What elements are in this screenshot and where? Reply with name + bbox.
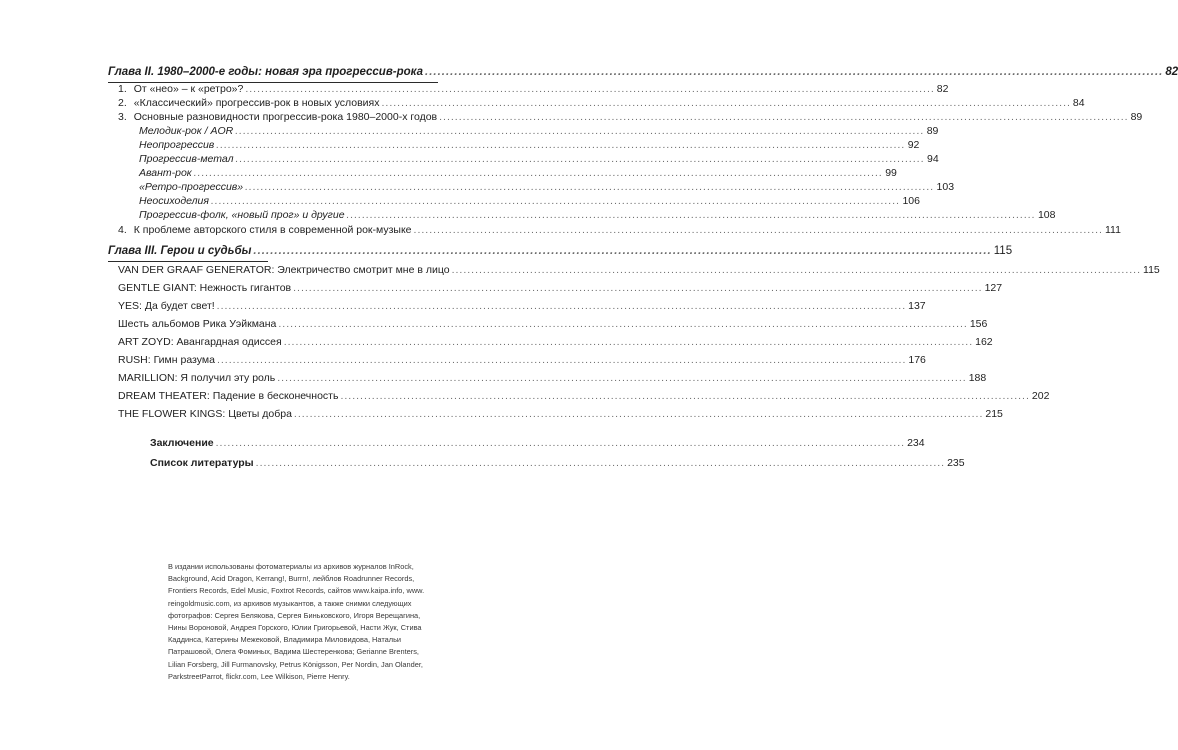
item-title: YES: Да будет свет! [118, 300, 215, 312]
item-number: 1. [118, 83, 127, 95]
toc-item[interactable] [118, 318, 988, 331]
subitem-page: 99 [885, 167, 897, 179]
dot-leader [294, 408, 983, 421]
item-title: К проблеме авторского стиля в современной рок-музыке [133, 224, 412, 236]
subitem-title: «Ретро-прогрессив» [139, 181, 244, 193]
subitem-title: Неосиходелия [139, 195, 209, 207]
toc-subitem[interactable] [139, 181, 955, 194]
toc-item[interactable] [118, 224, 1121, 237]
credits-line: Нины Вороновой, Андрея Горского, Юлии Григорьевой, Насти Жук, Стива [168, 623, 422, 633]
dot-leader [245, 83, 934, 96]
chapter-3-title: Глава III. Герои и судьбы [108, 245, 252, 257]
dot-leader [217, 354, 906, 367]
item-title: «Классический» прогрессив-рок в новых условиях [133, 97, 380, 109]
toc-item[interactable] [118, 282, 1003, 295]
item-title: DREAM THEATER: Падение в бесконечность [118, 390, 339, 402]
credits-line: Lilian Forsberg, Jill Furmanovsky, Petrus Königsson, Per Nordin, Jan Olander, [168, 659, 423, 669]
credits-line: Каддинса, Катерины Межековой, Владимира Миловидова, Натальи [168, 635, 402, 645]
item-page: 176 [908, 354, 926, 366]
chapter-3-page: 115 [993, 245, 1013, 257]
item-number: 3. [118, 111, 127, 123]
literature-entry[interactable] [150, 457, 965, 470]
dot-leader [235, 125, 924, 138]
item-page: 115 [1143, 264, 1160, 276]
item-page: 188 [968, 372, 987, 384]
item-page: 89 [1130, 111, 1143, 123]
dot-leader [414, 224, 1103, 237]
dot-leader [217, 300, 906, 313]
toc-subitem[interactable] [139, 153, 939, 166]
toc-item[interactable] [118, 111, 1143, 124]
dot-leader [284, 336, 973, 349]
toc-item[interactable] [118, 372, 987, 385]
item-number: 4. [118, 224, 127, 236]
dot-leader [211, 195, 900, 208]
toc-item[interactable] [118, 97, 1085, 110]
subitem-page: 108 [1037, 209, 1056, 221]
chapter-2-page: 82 [1165, 66, 1178, 78]
item-title: GENTLE GIANT: Нежность гигантов [118, 282, 292, 294]
item-title: VAN DER GRAAF GENERATOR: Электричество смотрит мне в лицо [118, 264, 450, 276]
toc-item[interactable] [118, 300, 926, 313]
item-page: 127 [984, 282, 1003, 294]
dot-leader [452, 264, 1141, 277]
item-title: От «нео» – к «ретро»? [133, 83, 244, 95]
item-title: ART ZOYD: Авангардная одиссея [118, 336, 282, 348]
item-title: MARILLION: Я получил эту роль [118, 372, 276, 384]
subitem-title: Авант-рок [139, 167, 192, 179]
subitem-title: Мелодик-рок / AOR [139, 125, 234, 137]
chapter-3-underline [108, 261, 268, 262]
chapter-3-heading[interactable] [108, 245, 1013, 258]
credits-line: reingoldmusic.com, из архивов музыкантов, а также снимки следующих [168, 598, 412, 608]
credits-line: В издании использованы фотоматериалы из архивов журналов InRock, [168, 562, 414, 571]
dot-leader [425, 66, 1163, 79]
dot-leader [216, 139, 905, 152]
item-title: THE FLOWER KINGS: Цветы добра [118, 408, 292, 420]
item-page: 202 [1031, 390, 1050, 402]
dot-leader [216, 437, 905, 450]
item-page: 162 [975, 336, 993, 348]
dot-leader [245, 181, 934, 194]
toc-item[interactable] [118, 354, 926, 367]
photo-credits [168, 561, 438, 683]
chapter-2-heading[interactable] [108, 66, 1178, 79]
toc-item[interactable] [118, 264, 1160, 277]
item-page: 137 [908, 300, 926, 312]
dot-leader [340, 390, 1029, 403]
credits-line: ParkstreetParrot, flickr.com, Lee Wilkison, Pierre Henry. [168, 671, 350, 681]
credits-line: Background, Acid Dragon, Kerrang!, Burrn!, лейблов Roadrunner Records, [168, 574, 415, 584]
subitem-page: 103 [936, 181, 955, 193]
item-page: 156 [969, 318, 988, 330]
toc-subitem[interactable] [139, 195, 920, 208]
credits-line: фотографов: Сергея Белякова, Сергея Биньковского, Игоря Верещагина, [168, 610, 421, 620]
subitem-title: Прогрессив-фолк, «новый прог» и другие [139, 209, 345, 221]
dot-leader [381, 97, 1070, 110]
subitem-page: 92 [907, 139, 920, 151]
subitem-title: Прогрессив-метал [139, 153, 234, 165]
item-number: 2. [118, 97, 127, 109]
dot-leader [439, 111, 1128, 124]
item-page: 82 [936, 83, 949, 95]
credits-line: Патрашовой, Олега Фоминых, Вадима Шестеренкова; Gerianne Brenters, [168, 647, 419, 657]
toc-item[interactable] [118, 83, 949, 96]
dot-leader [253, 245, 991, 258]
subitem-page: 89 [926, 125, 939, 137]
toc-item[interactable] [118, 408, 1003, 421]
literature-title: Список литературы [150, 457, 254, 469]
toc-subitem[interactable] [139, 139, 920, 152]
dot-leader [277, 372, 966, 385]
subitem-title: Неопрогрессив [139, 139, 215, 151]
subitem-page: 106 [902, 195, 920, 207]
chapter-2-title: Глава II. 1980–2000-е годы: новая эра прогрессив-рока [108, 66, 424, 78]
item-title: Шесть альбомов Рика Уэйкмана [118, 318, 277, 330]
credits-line: Frontiers Records, Edel Music, Foxtrot Records, сайтов www.kaipa.info, www. [168, 586, 425, 596]
toc-subitem[interactable] [139, 167, 897, 180]
conclusion-entry[interactable] [150, 437, 925, 450]
subitem-page: 94 [926, 153, 939, 165]
dot-leader [236, 153, 925, 166]
item-page: 111 [1104, 224, 1121, 236]
dot-leader [347, 209, 1036, 222]
item-page: 215 [985, 408, 1003, 420]
item-title: Основные разновидности прогрессив-рока 1980–2000-х годов [133, 111, 438, 123]
conclusion-page: 234 [907, 437, 925, 449]
dot-leader [293, 282, 982, 295]
toc-item[interactable] [118, 336, 993, 349]
dot-leader [256, 457, 945, 470]
toc-item[interactable] [118, 390, 1050, 403]
toc-subitem[interactable] [139, 125, 939, 138]
item-title: RUSH: Гимн разума [118, 354, 215, 366]
item-page: 84 [1072, 97, 1085, 109]
dot-leader [194, 167, 883, 180]
conclusion-title: Заключение [150, 437, 214, 449]
literature-page: 235 [947, 457, 965, 469]
toc-subitem[interactable] [139, 209, 1056, 222]
dot-leader [278, 318, 967, 331]
